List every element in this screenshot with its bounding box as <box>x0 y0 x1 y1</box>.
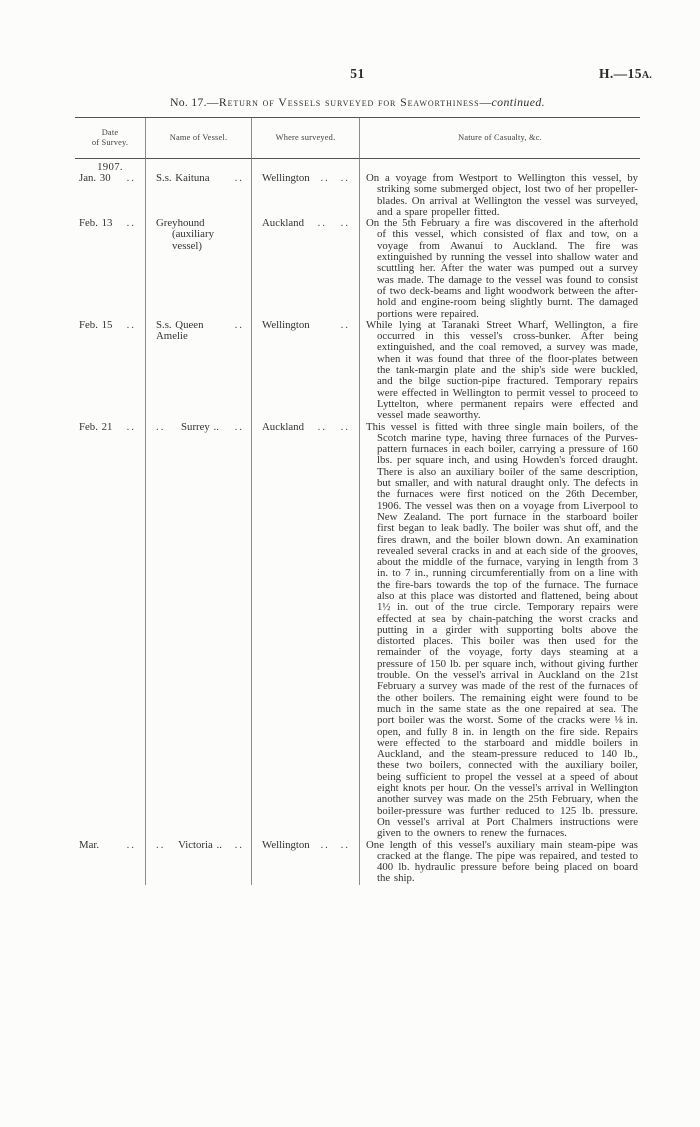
doc-reference: H.—15A. <box>598 66 652 81</box>
column-header-name: Name of Vessel. <box>146 118 252 159</box>
where-surveyed-cell: Auckland .. .. <box>252 422 360 840</box>
page-number: 51 <box>350 66 365 81</box>
year-label: 1907. <box>75 159 146 173</box>
nature-of-casualty-cell: On a voyage from Westport to Wellington this vessel, by striking some submerged object, lost two of her propeller-blades. On arrival at Wellington the vessel was surveyed, and a spare propeller fitted. <box>366 172 638 218</box>
date-cell: Feb. 21 .. <box>75 422 146 840</box>
vessel-name-cell: .. Victoria .. .. <box>146 840 252 885</box>
date-cell: Feb. 15 .. <box>75 320 146 422</box>
title-dash: — <box>479 95 492 109</box>
vessel-name-cell: S.s. Queen Amelie .. <box>146 320 252 422</box>
vessel-name-cell: .. Surrey .. .. <box>146 422 252 840</box>
report-title <box>60 95 655 110</box>
title-continued: continued. <box>491 95 546 109</box>
title-main: Return of Vessels surveyed for Seaworthiness <box>218 95 480 109</box>
date-cell: Feb. 13 .. <box>75 218 146 320</box>
vessel-name-cell: Greyhound (auxiliary vessel) <box>146 218 252 320</box>
column-header-nature: Nature of Casualty, &c. <box>360 118 640 159</box>
column-header-date: Date of Survey. <box>75 118 146 159</box>
where-surveyed-cell: Auckland .. .. <box>252 218 360 320</box>
nature-of-casualty-cell: While lying at Taranaki Street Wharf, Wellington, a fire occurred in this vessel's cross-bunker. After being extinguished, and the coal removed, a survey was made, when it was found that three of the floor-plates between the tank-margin plate and the ship's side were buckled, and the bilge suction-pipe fractured. Temporary repairs were effected in Wellington to permit vessel to proceed to Lyttelton, where permanent repairs were effected and vessel made seaworthy. <box>366 318 638 422</box>
vessel-name-cell: S.s. Kaituna .. <box>146 173 252 218</box>
where-surveyed-cell: Wellington .. .. <box>252 840 360 885</box>
date-cell: Jan. 30 .. <box>75 173 146 218</box>
nature-of-casualty-cell: On the 5th February a fire was discovered in the afterhold of this vessel, which consisted of flax and tow, on a voyage from Awanui to Auckland. The fire was extinguished by running the vessel into shallow water and scuttling her. After the water was pumped out a survey was made. The damage to the vessel was found to consist of two deck-beams and light woodwork between the after-hold and engine-room being slightly burnt. The damaged portions were repaired. <box>366 217 638 320</box>
where-surveyed-cell: Wellington .. .. <box>252 173 360 218</box>
nature-of-casualty-cell: This vessel is fitted with three single main boilers, of the Scotch marine type, having three furnaces of the Purves-pattern furnaces in each boiler, carrying a pressure of 160 lbs. per square inch, and using Howden's forced draught. There is also an auxiliary boiler of the same description, but smaller, and with natural draught only. The defects in the furnaces were first noticed on the 26th December, 1906. The vessel was then on a voyage from Liverpool to New Zealand. The port furnace in the starboard boiler first began to leak badly. The boiler was shut off, and the fires drawn, and the boiler blown down. An examination revealed several cracks in and at each side of the grooves, about the middle of the furnace, varying in length from 3 in. to 7 in., running circumferentially from on a line with the fire-bars towards the top of the furnace. The furnace also at this place was distorted and flattened, being about 1½ in. out of the true circle. Temporary repairs were effected at sea by chain-patching the worst cracks and putting in a girder with supporting bolts above the distorted places. This boiler was then used for the remainder of the voyage, forty days steaming at a pressure of 150 lb. per square inch, without giving further trouble. On the vessel's arrival in Auckland on the 21st February a survey was made of the rest of the furnaces of the other boilers. The remaining eight were found to be much in the same state as the one repaired at sea. The port boiler was the worst. Some of the cracks were ⅛ in. open, and fully 8 in. in length on the fire side. Repairs were effected to the starboard and middle boilers in Auckland, and the steam-pressure reduced to 140 lb., these two boilers, connected with the auxiliary boiler, being sufficient to propel the vessel at a speed of about eight knots per hour. On the vessel's arrival in Wellington another survey was made on the 25th February, when the boiler-pressure was further reduced to 125 lb. pressure. On vessel's arrival at Port Chalmers instructions were given to the owners to renew the furnaces. <box>366 420 638 840</box>
vessels-table <box>75 117 640 885</box>
nature-of-casualty-cell: One length of this vessel's auxiliary main steam-pipe was cracked at the flange. The pipe was repaired, and tested to 400 lb. hydraulic pressure before being placed on board the ship. <box>366 838 638 885</box>
date-cell: Mar. .. <box>75 840 146 885</box>
title-prefix: No. 17.— <box>169 95 219 109</box>
masthead <box>75 66 652 84</box>
where-surveyed-cell: Wellington .. <box>252 320 360 422</box>
column-header-where: Where surveyed. <box>252 118 360 159</box>
